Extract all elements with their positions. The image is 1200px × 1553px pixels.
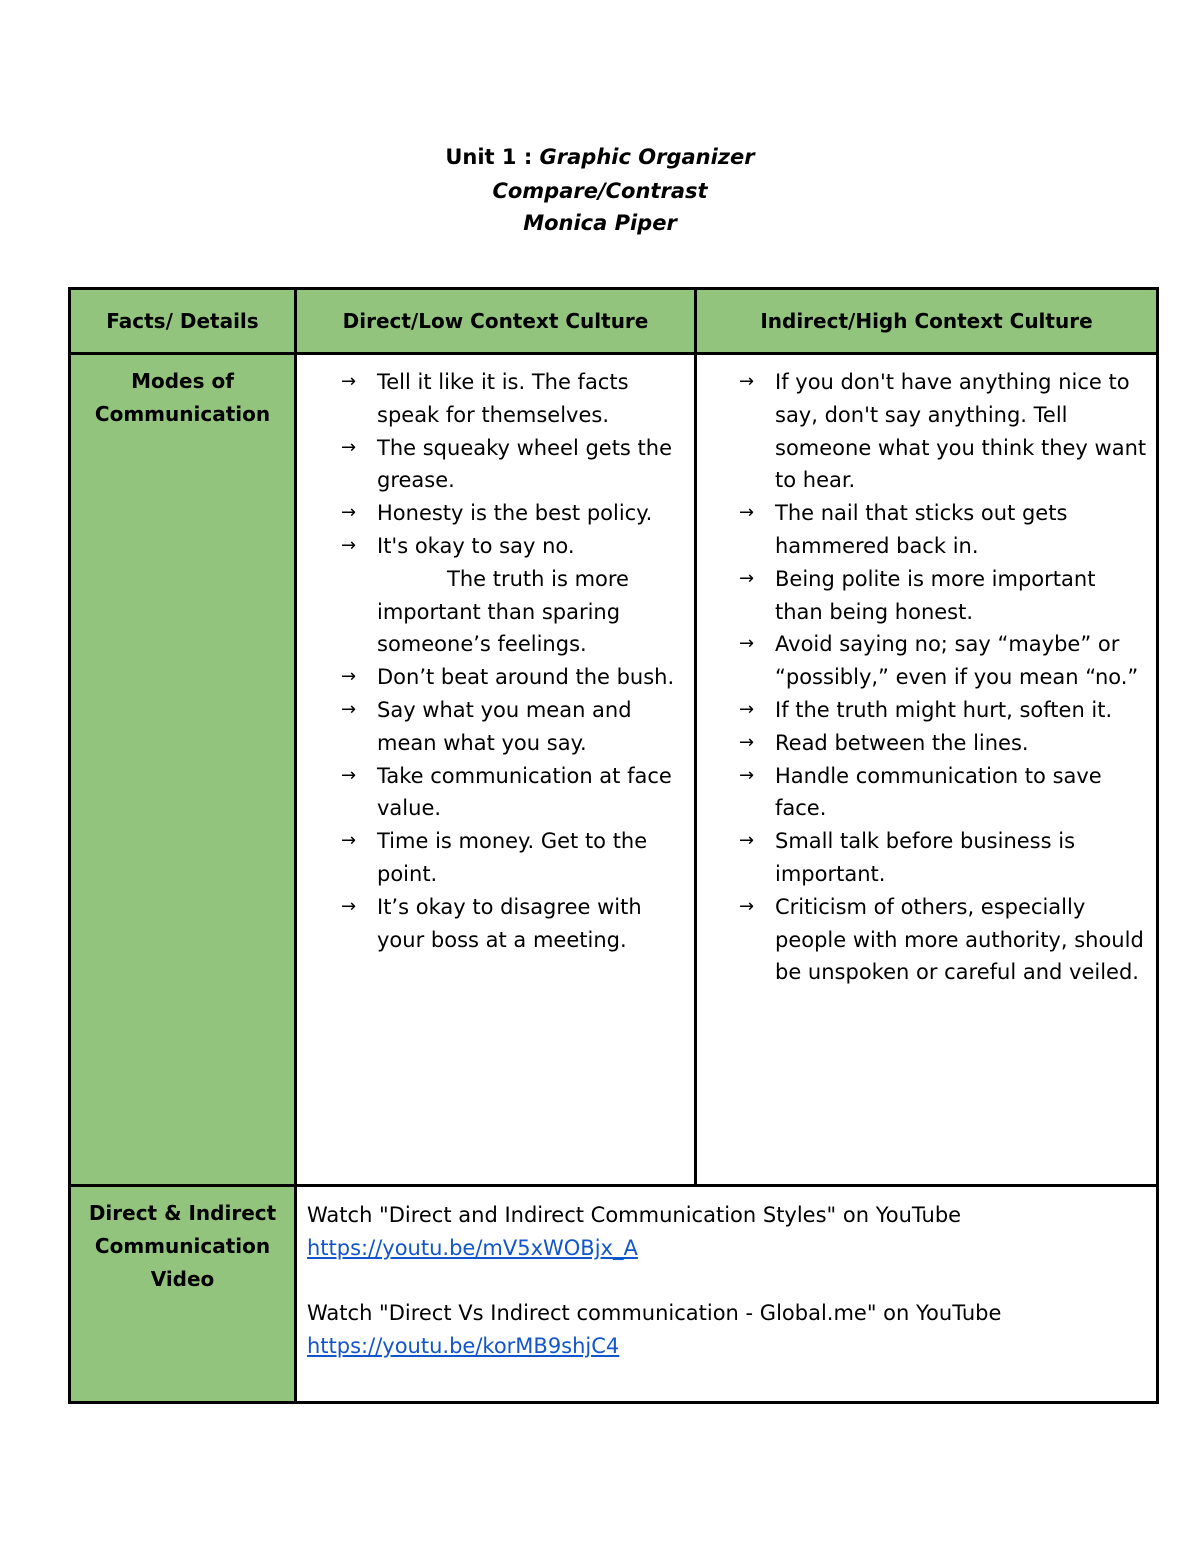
- list-item: → Say what you mean and mean what you say.: [297, 694, 686, 760]
- indirect-culture-cell: [696, 354, 1158, 1186]
- list-item: → It’s okay to disagree with your boss at a meeting.: [297, 891, 686, 957]
- row-label-video: [70, 1186, 296, 1403]
- document-subtitle: Compare/Contrast: [492, 179, 708, 203]
- video-links-cell: [296, 1186, 1158, 1403]
- row-label-modes-line2: Communication: [94, 402, 271, 426]
- video1-description: Watch "Direct and Indirect Communication Styles" on YouTube: [307, 1203, 962, 1227]
- direct-culture-list: [297, 355, 694, 563]
- list-item: → Avoid saying no; say “maybe” or “possibly,” even if you mean “no.”: [697, 628, 1148, 694]
- video1-link[interactable]: https://youtu.be/mV5xWOBjx_A: [307, 1236, 638, 1260]
- list-item: → Read between the lines.: [697, 727, 1148, 760]
- list-item: → If the truth might hurt, soften it.: [697, 694, 1148, 727]
- indirect-culture-list: [697, 355, 1156, 989]
- title-prefix: Unit 1 :: [445, 145, 540, 169]
- table-row-modes: [70, 354, 1158, 1186]
- list-item: → Time is money. Get to the point.: [297, 825, 686, 891]
- list-item: → It's okay to say no.: [297, 530, 686, 563]
- list-item: → Criticism of others, especially people with more authority, should be unspoken or careful and veiled.: [697, 891, 1148, 989]
- video2-description: Watch "Direct Vs Indirect communication - Global.me" on YouTube: [307, 1301, 1002, 1325]
- header-indirect-culture: Indirect/High Context Culture: [696, 289, 1158, 354]
- direct-culture-list-cont: [297, 661, 694, 956]
- list-item: → Handle communication to save face.: [697, 760, 1148, 826]
- row-label-video-line2: Communication: [94, 1234, 271, 1258]
- list-item: → If you don't have anything nice to say, don't say anything. Tell someone what you think they want to hear.: [697, 366, 1148, 497]
- list-item: → Being polite is more important than being honest.: [697, 563, 1148, 629]
- document-header: [0, 140, 1200, 238]
- header-direct-culture: Direct/Low Context Culture: [296, 289, 696, 354]
- list-item-continuation: important than sparing: [377, 599, 621, 624]
- row-label-video-line3: Video: [150, 1267, 215, 1291]
- header-facts-details: Facts/ Details: [70, 289, 296, 354]
- graphic-organizer-table: [68, 287, 1159, 1404]
- list-item-continuation: The truth is more: [447, 566, 629, 591]
- list-item: → The nail that sticks out gets hammered back in.: [697, 497, 1148, 563]
- row-label-modes-line1: Modes of: [131, 369, 234, 393]
- title-italic: Graphic Organizer: [539, 145, 755, 169]
- direct-culture-cell: [296, 354, 696, 1186]
- list-item: → Honesty is the best policy.: [297, 497, 686, 530]
- table-row-video: [70, 1186, 1158, 1403]
- list-item: → Tell it like it is. The facts speak for themselves.: [297, 366, 686, 432]
- list-item: → Small talk before business is important.: [697, 825, 1148, 891]
- list-item: → Don’t beat around the bush.: [297, 661, 686, 694]
- list-item-continuation: someone’s feelings.: [377, 632, 587, 657]
- row-label-modes: [70, 354, 296, 1186]
- spacer: [307, 1265, 1146, 1297]
- list-item: → Take communication at face value.: [297, 760, 686, 826]
- list-item: → The squeaky wheel gets the grease.: [297, 432, 686, 498]
- document-author: Monica Piper: [523, 211, 677, 235]
- document-title: [0, 140, 1200, 174]
- video2-link[interactable]: https://youtu.be/korMB9shjC4: [307, 1334, 620, 1358]
- table-header-row: [70, 289, 1158, 354]
- row-label-video-line1: Direct & Indirect: [88, 1201, 277, 1225]
